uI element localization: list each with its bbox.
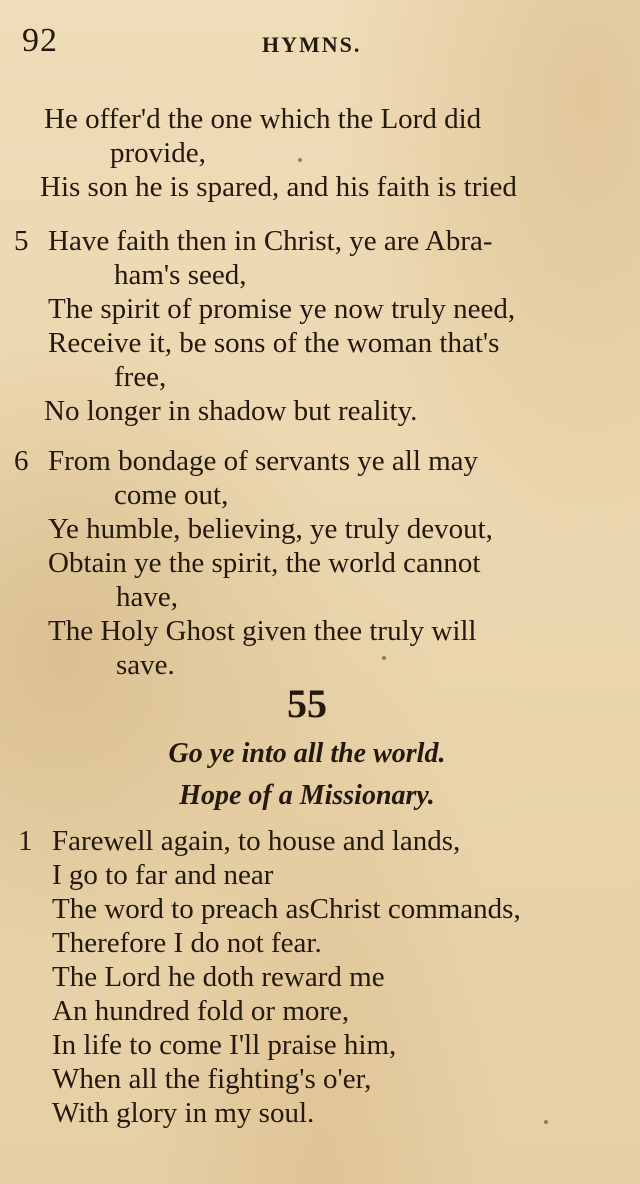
verse5-line-6: No longer in shadow but reality. — [44, 395, 418, 427]
hymn55-line-9: With glory in my soul. — [52, 1097, 315, 1129]
verse6-line-1: From bondage of servants ye all may — [48, 445, 479, 477]
paper-blemish — [544, 1120, 548, 1124]
paper-blemish — [382, 656, 386, 660]
verse4-line-3: His son he is spared, and his faith is tried — [40, 171, 517, 203]
hymn55-line-6: An hundred fold or more, — [52, 995, 350, 1027]
hymn55-line-2: I go to far and near — [52, 859, 274, 891]
hymn-subtitle-2: Hope of a Missionary. — [179, 780, 435, 811]
verse5-line-3: The spirit of promise ye now truly need, — [48, 293, 516, 325]
hymn-subtitle-1: Go ye into all the world. — [168, 738, 446, 769]
paper-blemish — [298, 158, 302, 162]
verse5-line-4: Receive it, be sons of the woman that's — [48, 327, 500, 359]
verse5-line-1: Have faith then in Christ, ye are Abra- — [48, 225, 493, 257]
hymn55-line-3: The word to preach asChrist commands, — [52, 893, 521, 925]
hymn55-line-5: The Lord he doth reward me — [52, 961, 385, 993]
hymn55-line-7: In life to come I'll praise him, — [52, 1029, 397, 1061]
verse6-line-4: Obtain ye the spirit, the world cannot — [48, 547, 481, 579]
verse6-number: 6 — [14, 445, 29, 477]
verse6-line-7: save. — [116, 649, 175, 681]
verse4-line-1: He offer'd the one which the Lord did — [44, 103, 482, 135]
verse6-line-5: have, — [116, 581, 178, 613]
verse4-line-2: provide, — [110, 137, 206, 169]
verse6-line-3: Ye humble, believing, ye truly devout, — [48, 513, 493, 545]
hymn55-verse1-number: 1 — [18, 825, 33, 857]
header-title: HYMNS. — [262, 32, 362, 57]
verse5-number: 5 — [14, 225, 29, 257]
page-number: 92 — [22, 22, 58, 59]
hymn55-line-8: When all the fighting's o'er, — [52, 1063, 372, 1095]
verse5-line-2: ham's seed, — [114, 259, 247, 291]
hymn-number: 55 — [287, 681, 327, 726]
verse5-line-5: free, — [114, 361, 167, 393]
hymn55-line-1: Farewell again, to house and lands, — [52, 825, 461, 857]
verse6-line-2: come out, — [114, 479, 229, 511]
hymn55-line-4: Therefore I do not fear. — [52, 927, 322, 959]
running-head — [0, 22, 640, 62]
verse6-line-6: The Holy Ghost given thee truly will — [48, 615, 477, 647]
